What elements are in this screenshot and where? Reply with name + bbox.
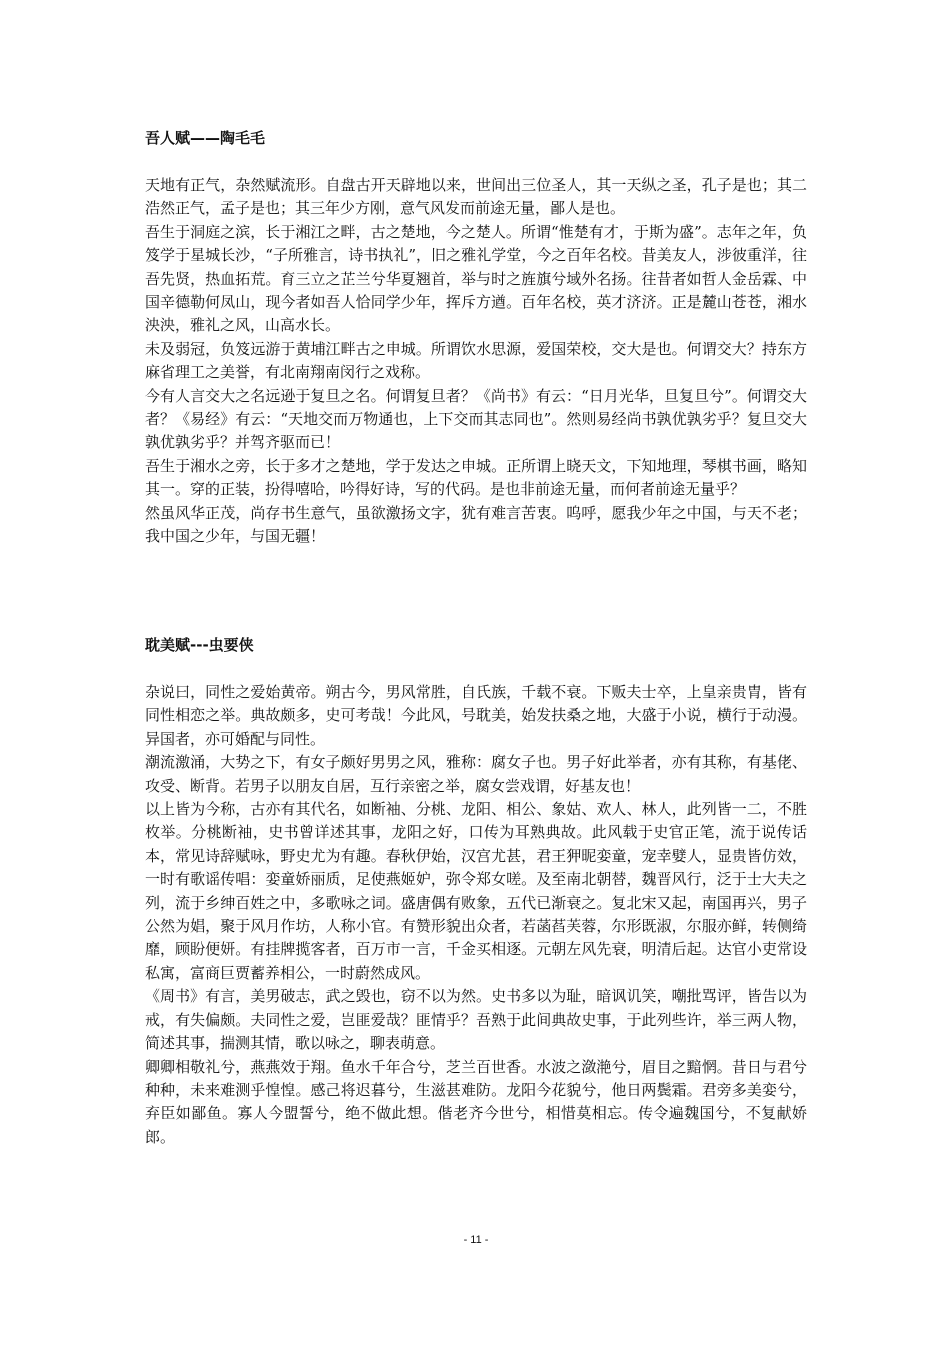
paragraph: 未及弱冠，负笈远游于黄埔江畔古之申城。所谓饮水思源，爱国荣校，交大是也。何谓交大？持东方麻省理工之美誉，有北南翔南闵行之戏称。 <box>145 339 807 382</box>
paragraph: 卿卿相敬礼兮，燕燕效于翔。鱼水千年合兮，芝兰百世香。水波之潋滟兮，眉目之黯惘。昔日与君兮种种，未来难测乎惶惶。感己将迟暮兮，生滋甚难防。龙阳今花貌兮，他日两鬓霜。君旁多美娈兮，弃臣如鄙鱼。寡人今盟誓兮，绝不做此想。偕老齐今世兮，相惜莫相忘。传令遍魏国兮，不复献娇郎。 <box>145 1057 807 1146</box>
section-title: 耽美赋---虫要侠 <box>145 636 254 654</box>
paragraph: 吾生于洞庭之滨，长于湘江之畔，古之楚地，今之楚人。所谓“惟楚有才，于斯为盛”。志年之年，负笈学于星城长沙，“子所雅言，诗书执礼”，旧之雅礼学堂，今之百年名校。昔美友人，涉彼重洋，往吾先贤，热血拓荒。育三立之芷兰兮华夏翘首，举与时之旌旗兮域外名扬。往昔者如哲人金岳霖、中国辛德勒何凤山，现今者如吾人恰同学少年，挥斥方遒。百年名校，英才济济。正是麓山苍苍，湘水泱泱，雅礼之风，山高水长。 <box>145 222 807 335</box>
essay-section-wuren-fu <box>145 128 807 549</box>
essay-section-danmei-fu <box>145 635 807 1149</box>
paragraph: 然虽风华正茂，尚存书生意气，虽欲激扬文字，犹有难言苦衷。呜呼，愿我少年之中国，与天不老；我中国之少年，与国无疆！ <box>145 503 807 546</box>
paragraph: 吾生于湘水之旁，长于多才之楚地，学于发达之申城。正所谓上晓天文，下知地理，琴棋书画，略知其一。穿的正装，扮得嘻哈，吟得好诗，写的代码。是也非前途无量，而何者前途无量乎？ <box>145 456 807 499</box>
paragraph: 《周书》有言，美男破志，武之毁也，窃不以为然。史书多以为耻，暗讽讥笑，嘲批骂评，皆告以为戒，有失偏颇。夫同性之爱，岂匪爱哉？匪情乎？吾熟于此间典故史事，于此列些许，举三两人物，简述其事，揣测其情，歌以咏之，聊表萌意。 <box>145 987 807 1053</box>
paragraph: 天地有正气，杂然赋流形。自盘古开天辟地以来，世间出三位圣人，其一天纵之圣，孔子是也；其二浩然正气，孟子是也；其三年少方刚，意气风发而前途无量，鄙人是也。 <box>145 176 807 218</box>
paragraph: 潮流激涌，大势之下，有女子颇好男男之风，雅称：腐女子也。男子好此举者，亦有其称，有基佬、攻受、断背。若男子以朋友自居，互行亲密之举，腐女尝戏谓，好基友也！ <box>145 753 807 795</box>
page-number: - 11 - <box>463 1234 489 1246</box>
section-title: 吾人赋——陶毛毛 <box>145 129 266 147</box>
paragraph: 杂说曰，同性之爱始黄帝。朔古今，男风常胜，自氏族，千载不衰。下贩夫士卒，上皇亲贵胄，皆有同性相恋之举。典故颇多，史可考哉！今此风，号耽美，始发扶桑之地，大盛于小说，横行于动漫。异国者，亦可婚配与同性。 <box>145 683 807 748</box>
paragraph: 以上皆为今称，古亦有其代名，如断袖、分桃、龙阳、相公、象姑、欢人、林人，此列皆一二，不胜枚举。分桃断袖，史书曾详述其事，龙阳之好，口传为耳熟典故。此风载于史官正笔，流于说传话本，常见诗辞赋咏，野史尤为有趣。春秋伊始，汉宫尤甚，君王狎昵娈童，宠幸嬖人，显贵皆仿效，一时有歌谣传唱：娈童娇丽质，足使燕姬妒，弥令郑女嗟。及至南北朝替，魏晋风行，泛于士大夫之列，流于乡绅百姓之中，多歌咏之词。盛唐偶有败象，五代已渐衰之。复北宋又起，南国再兴，男子公然为娼，聚于风月作坊，人称小官。有赞形貌出众者，若菡萏芙蓉，尔形既淑，尔服亦鲜，转侧绮靡，顾盼便妍。有挂牌揽客者，百万市一言，千金买相逐。元朝左风先衰，明清后起。达官小吏常设私寓，富商巨贾蓄养相公，一时蔚然成风。 <box>145 800 807 982</box>
section-body <box>145 174 807 549</box>
section-body <box>145 681 807 1149</box>
paragraph: 今有人言交大之名远逊于复旦之名。何谓复旦者？《尚书》有云：“日月光华，旦复旦兮”。何谓交大者？《易经》有云：“天地交而万物通也，上下交而其志同也”。然则易经尚书孰优孰劣乎？复旦交大孰优孰劣乎？并驾齐驱而已！ <box>145 386 807 452</box>
